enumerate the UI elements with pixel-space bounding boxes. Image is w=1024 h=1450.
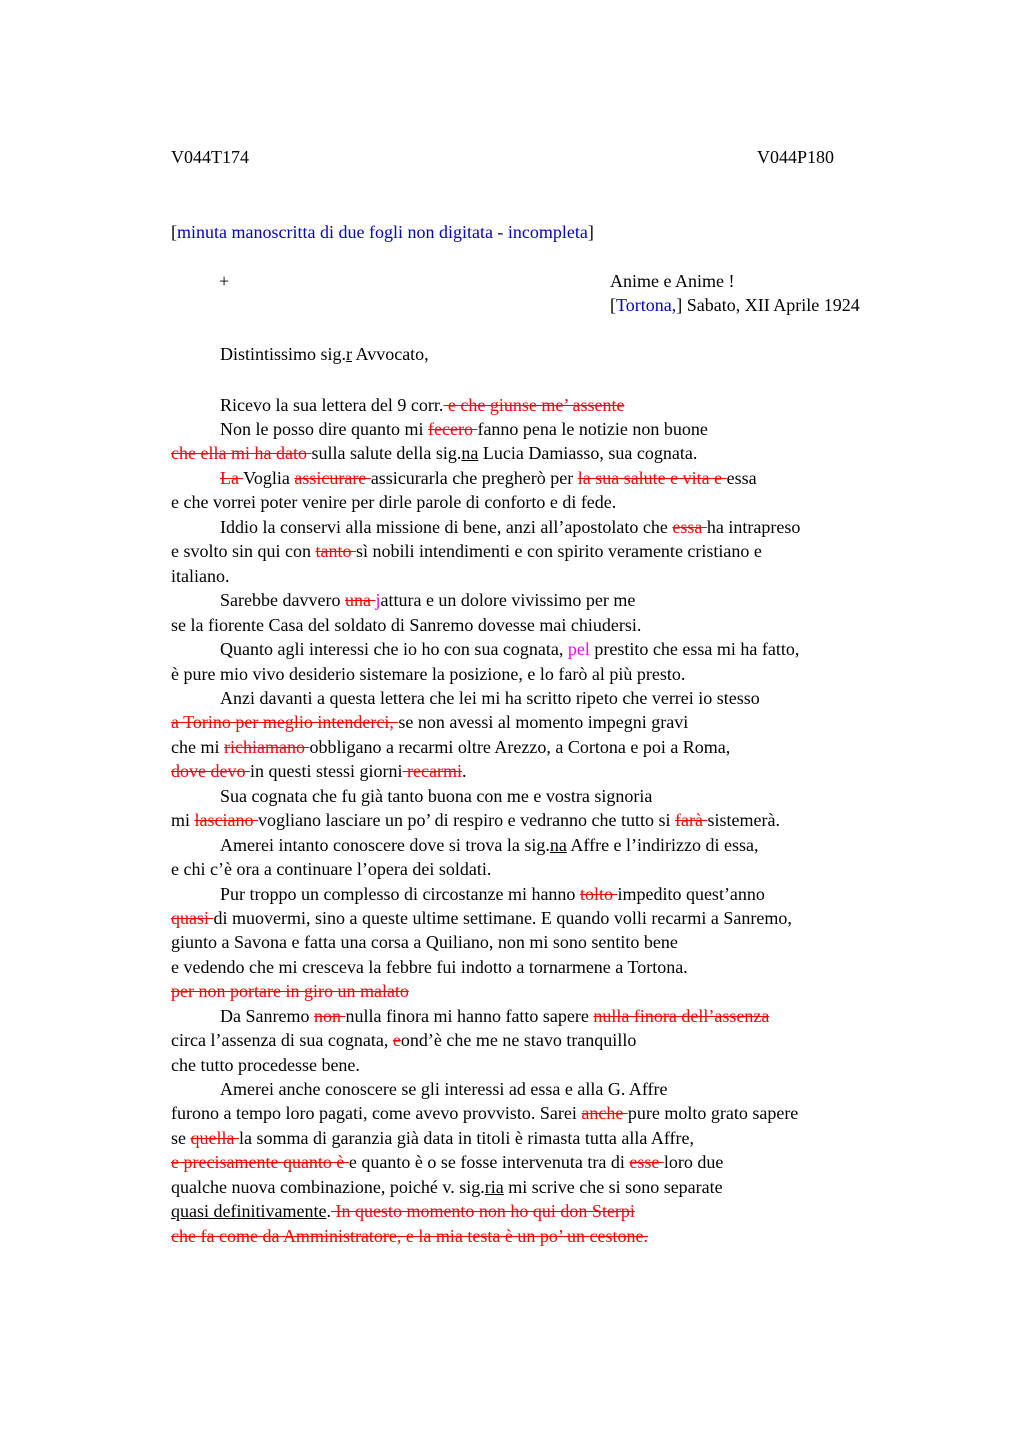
deleted-text: nulla finora dell’assenza [593,1006,770,1026]
deleted-text: per non portare in giro un malato [171,981,409,1001]
text-segment: nulla finora mi hanno fatto sapere [345,1006,594,1026]
deleted-text: lasciano [194,810,258,830]
text-line [171,906,792,930]
text-segment: na [461,443,479,463]
text-segment: che mi [171,737,224,757]
text-segment: . [326,1201,331,1221]
text-segment: italiano. [171,566,230,586]
text-segment: ria [484,1177,504,1197]
text-line [171,490,616,514]
deleted-text: che ella mi ha dato [171,443,312,463]
text-segment: se non avessi al momento impegni gravi [398,712,689,732]
deleted-text: tanto [315,541,356,561]
deleted-text: recarmi [402,761,462,781]
deleted-text: una [344,590,376,610]
text-segment: in questi stessi giorni [249,761,403,781]
text-line [171,1101,798,1125]
text-segment: Affre e l’indirizzo di essa, [566,835,759,855]
text-line [171,613,641,637]
text-line [220,784,652,808]
text-segment: sulla salute della sig. [311,443,462,463]
deleted-text: farà [675,810,708,830]
deleted-text: e [392,1030,401,1050]
text-segment: che tutto procedesse bene. [171,1055,360,1075]
text-line [171,1028,636,1052]
text-line [171,441,697,465]
text-line [220,637,799,661]
text-segment: loro due [663,1152,724,1172]
text-segment: sistemerà. [707,810,780,830]
text-segment: mi [171,810,195,830]
text-line [220,466,757,490]
text-segment: pure molto grato sapere [627,1103,799,1123]
text-line [171,1175,723,1199]
text-line [171,1199,635,1223]
text-segment: prestito che essa mi ha fatto, [589,639,800,659]
document-code-left: V044T174 [171,147,249,167]
text-line [171,662,685,686]
text-segment: j [375,590,381,610]
text-segment: Voglia [243,468,295,488]
place-date: [Tortona,] Sabato, XII Aprile 1924 [610,295,860,315]
text-line [220,417,708,441]
text-line [171,759,466,783]
text-segment: Distintissimo sig. [220,344,347,364]
salutation [220,344,429,365]
text-segment: qualche nuova combinazione, poiché v. sig. [171,1177,485,1197]
text-segment: e chi c’è ora a continuare l’opera dei soldati. [171,859,492,879]
deleted-text: In questo momento non ho qui don Sterpi [330,1201,635,1221]
text-segment: r [346,344,353,364]
deleted-text: e che giunse me’ assente [443,395,625,415]
deleted-text: fecero [427,419,478,439]
text-segment: Amerei intanto conoscere dove si trova la sig. [220,835,550,855]
text-line [171,955,688,979]
text-segment: quasi definitivamente [171,1201,327,1221]
text-line [220,686,760,710]
deleted-text: anche [581,1103,628,1123]
text-line [171,1053,360,1077]
text-line [171,1150,723,1174]
text-line [171,564,229,588]
text-segment: circa l’assenza di sua cognata, [171,1030,393,1050]
text-segment: Quanto agli interessi che io ho con sua cognata, [220,639,568,659]
text-line [171,1126,694,1150]
text-line [171,930,678,954]
deleted-text: tolto [579,884,618,904]
text-line [220,393,625,417]
text-segment: ha intrapreso [706,517,801,537]
deleted-text: che fa come da Amministratore, e la mia testa è un po’ un cestone. [171,1226,648,1246]
text-segment: se [171,1128,191,1148]
text-line [220,882,765,906]
text-segment: Sarebbe davvero [220,590,345,610]
text-line [171,735,730,759]
text-segment: impedito quest’anno [617,884,765,904]
deleted-text: richiamano [223,737,310,757]
text-segment: Ricevo la sua lettera del 9 corr. [220,395,444,415]
text-segment: e svolto sin qui con [171,541,316,561]
text-segment: di muovermi, sino a queste ultime settimane. E quando volli recarmi a Sanremo, [213,908,792,928]
text-segment: Da Sanremo [220,1006,314,1026]
deleted-text: essa [672,517,707,537]
text-segment: ond’è che me ne stavo tranquillo [400,1030,637,1050]
text-segment: obbligano a recarmi oltre Arezzo, a Cortona e poi a Roma, [309,737,731,757]
text-segment: Sua cognata che fu già tanto buona con me e vostra signoria [220,786,653,806]
cross-mark: + [219,271,230,291]
text-segment: Anzi davanti a questa lettera che lei mi ha scritto ripeto che verrei io stesso [220,688,760,708]
motto: Anime e Anime ! [610,271,735,291]
deleted-text: la sua salute e vita e [577,468,727,488]
text-segment: Pur troppo un complesso di circostanze mi hanno [220,884,580,904]
deleted-text: quasi [171,908,214,928]
text-segment: furono a tempo loro pagati, come avevo provvisto. Sarei [171,1103,582,1123]
deleted-text: e precisamente quanto è [171,1152,349,1172]
text-segment: vogliano lasciare un po’ di respiro e vedranno che tutto si [258,810,676,830]
text-segment: essa [726,468,757,488]
deleted-text: dove devo [171,761,250,781]
text-segment: e vedendo che mi cresceva la febbre fui indotto a tornarmene a Tortona. [171,957,688,977]
deleted-text: non [313,1006,346,1026]
place: Tortona, [616,295,677,315]
text-segment: sì nobili intendimenti e con spirito veramente cristiano e [356,541,762,561]
deleted-text: quella [190,1128,239,1148]
text-line [220,588,635,612]
text-line [171,1224,648,1248]
text-segment: se la fiorente Casa del soldato di Sanremo dovesse mai chiudersi. [171,615,642,635]
text-segment: e quanto è o se fosse intervenuta tra di [348,1152,630,1172]
text-segment: fanno pena le notizie non buone [477,419,708,439]
text-segment: Iddio la conservi alla missione di bene, anzi all’apostolato che [220,517,673,537]
text-segment: mi scrive che si sono separate [503,1177,723,1197]
date: Sabato, XII Aprile 1924 [686,295,860,315]
text-line [171,979,409,1003]
text-line [171,808,780,832]
deleted-text: La [220,468,244,488]
text-segment: Non le posso dire quanto mi [220,419,428,439]
text-segment: e che vorrei poter venire per dirle parole di conforto e di fede. [171,492,617,512]
text-segment: Avvocato, [352,344,429,364]
deleted-text: esse [629,1152,664,1172]
text-segment: . [461,761,467,781]
text-segment: la somma di garanzia già data in titoli è rimasta tutta alla Affre, [238,1128,694,1148]
text-line [220,1077,667,1101]
text-line [220,515,800,539]
text-line [171,539,762,563]
text-line [171,857,491,881]
text-segment: attura e un dolore vivissimo per me [380,590,636,610]
text-line [220,1004,769,1028]
text-segment: è pure mio vivo desiderio sistemare la posizione, e lo farò al più presto. [171,664,686,684]
text-line [171,710,688,734]
text-line [220,833,759,857]
text-segment: Amerei anche conoscere se gli interessi ad essa e alla G. Affre [220,1079,668,1099]
text-segment: giunto a Savona e fatta una corsa a Quiliano, non mi sono sentito bene [171,932,678,952]
text-segment: na [549,835,567,855]
deleted-text: a Torino per meglio intenderci, [171,712,399,732]
editorial-note-text: minuta manoscritta di due fogli non digitata - incompleta [177,222,588,242]
editorial-note: [minuta manoscritta di due fogli non digitata - incompleta] [171,222,594,242]
deleted-text: assicurare [294,468,371,488]
text-segment: pel [567,639,590,659]
document-code-right: V044P180 [757,147,835,167]
text-segment: Lucia Damiasso, sua cognata. [478,443,698,463]
text-segment: assicurarla che pregherò per [370,468,578,488]
